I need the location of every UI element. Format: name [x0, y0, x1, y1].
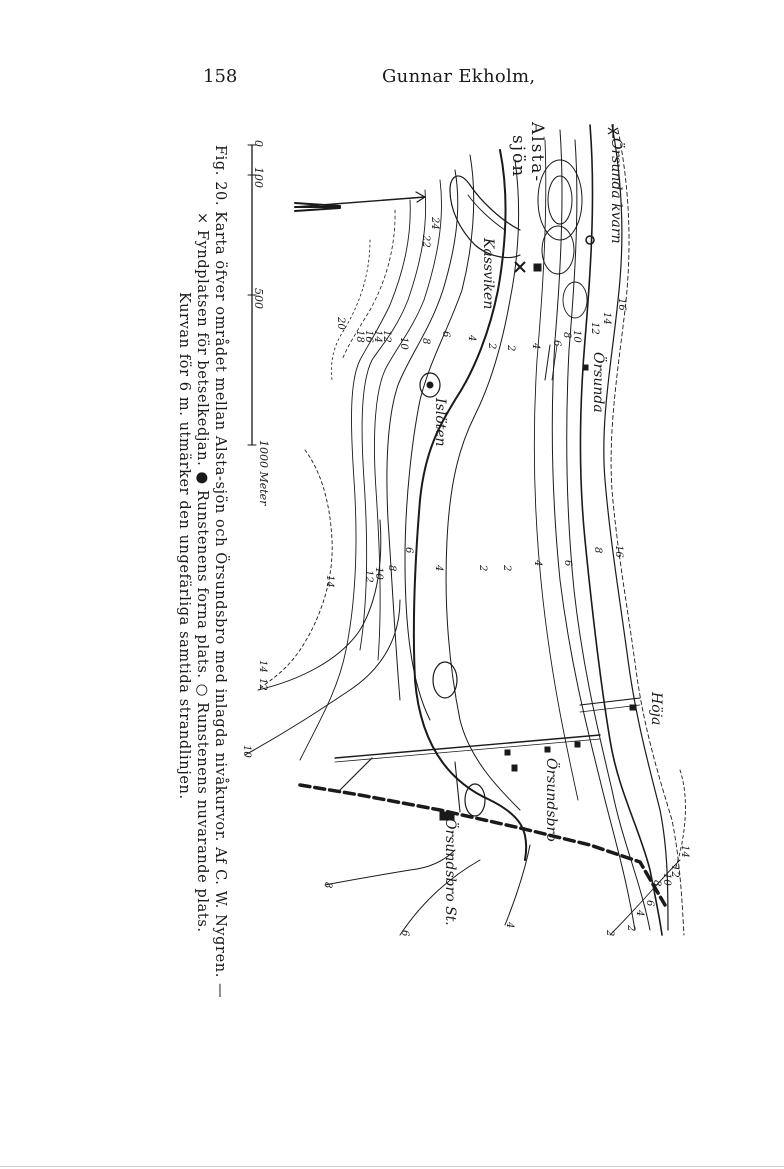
- contour-label-24: 24: [429, 217, 440, 230]
- hill-2: [548, 176, 572, 224]
- contour-label-14b: 14: [372, 330, 383, 343]
- river-bank-east: [604, 125, 668, 930]
- label-isloten: Islöten: [432, 398, 448, 447]
- hill-3: [542, 226, 574, 274]
- contour-label-6f: 6: [644, 900, 655, 907]
- north-arrow: [295, 197, 425, 207]
- contour-label-10b: 10: [398, 337, 409, 350]
- road-4: [580, 698, 640, 705]
- building-5: [575, 742, 580, 747]
- running-head: Gunnar Ekholm,: [382, 66, 536, 87]
- contour-label-8f: 8: [651, 880, 662, 887]
- contour-label-8d: 8: [386, 565, 397, 572]
- contour-label-14f: 14: [679, 845, 690, 858]
- caption-line-2: × Fyndplatsen för betselkedjan. ● Runstenens forna plats. ○ Runstenens nuvarande plats.: [194, 212, 210, 933]
- contour-label-8g: 8: [322, 882, 333, 889]
- label-orsunda: Örsunda: [590, 352, 606, 413]
- house-circle: [586, 236, 594, 244]
- contour-south-6: [400, 860, 480, 935]
- contour-label-4g: 4: [504, 922, 515, 929]
- contour-label-8b: 8: [420, 338, 431, 345]
- contour-label-10e: 10: [241, 745, 252, 758]
- contour-label-6a: 6: [551, 340, 562, 347]
- building-4: [545, 747, 550, 752]
- scale-label-100: 100: [252, 167, 265, 188]
- contour-label-4b: 4: [466, 335, 477, 342]
- contour-label-4f: 4: [634, 910, 645, 917]
- contour-label-2d: 2: [477, 565, 488, 572]
- building-3: [505, 750, 510, 755]
- label-kassviken: Kassviken: [480, 238, 496, 310]
- contour-label-18: 18: [354, 330, 365, 343]
- contour-lake-12: [300, 200, 410, 760]
- compass-star: [608, 124, 618, 138]
- road-1: [335, 735, 600, 758]
- contour-label-14d: 14: [324, 575, 335, 588]
- runestone-former-site: [534, 264, 541, 271]
- contour-label-16c: 16: [613, 545, 624, 558]
- contour-label-4d: 4: [433, 565, 444, 572]
- caption-line-1: Fig. 20. Karta öfver området mellan Alsta-sjön och Örsundsbro med inlagda nivåkurvor. Af C. W. Nygren. —: [212, 145, 228, 999]
- contour-label-12f: 12: [669, 865, 680, 878]
- contour-label-2c: 2: [501, 565, 512, 572]
- contour-label-6c: 6: [562, 560, 573, 567]
- contour-label-4a: 4: [530, 343, 541, 350]
- contour-lake-10-outer: [245, 600, 400, 755]
- contour-label-12d: 12: [363, 570, 374, 583]
- contour-label-10a: 10: [571, 330, 582, 343]
- scale-label-0: 0: [252, 140, 265, 147]
- contour-label-14a: 14: [601, 312, 612, 325]
- contour-label-6g: 6: [399, 930, 410, 937]
- building-6: [512, 765, 517, 771]
- contour-label-12b: 12: [381, 330, 392, 343]
- contour-label-6b: 6: [440, 331, 451, 338]
- contour-label-12a: 12: [589, 322, 600, 335]
- contour-south-8: [325, 850, 455, 885]
- contour-label-2f: 2: [625, 925, 636, 932]
- road-5: [545, 345, 550, 380]
- contour-label-20: 20: [335, 317, 346, 330]
- contour-label-16b: 16: [363, 330, 374, 343]
- bottom-rule: [0, 1166, 784, 1167]
- contour-label-10f: 10: [661, 873, 672, 886]
- scale-label-1000: 1000 Meter: [257, 440, 270, 506]
- contour-label-22: 22: [420, 235, 431, 248]
- building-2: [630, 705, 636, 710]
- road-3: [455, 762, 460, 812]
- contour-label-10d: 10: [373, 567, 384, 580]
- road-2: [340, 758, 372, 790]
- contour-label-14e: 14: [257, 660, 268, 673]
- contour-label-12e: 12: [257, 678, 268, 691]
- find-site-cross: [515, 262, 525, 272]
- contour-4: [552, 130, 635, 930]
- label-orsunda-kvarn: Örsunda kvarn: [608, 138, 624, 244]
- contour-label-2a: 2: [505, 345, 516, 352]
- building-1: [583, 365, 588, 370]
- contour-lake-20: [332, 240, 371, 380]
- contour-label-4c: 4: [532, 560, 543, 567]
- label-orsundsbro: Örsundsbro: [543, 758, 559, 842]
- contour-label-2b: 2: [486, 343, 497, 350]
- contour-label-6d: 6: [403, 547, 414, 554]
- caption-line-3: Kurvan för 6 m. utmärker den ungefärliga samtida strandlinjen.: [176, 292, 192, 800]
- island-station: [465, 784, 485, 816]
- runestone-current-site: [427, 382, 433, 388]
- hill-4: [563, 282, 587, 318]
- page-number: 158: [203, 66, 238, 87]
- label-alstasjon-2: sjön: [508, 135, 528, 179]
- contour-label-8a: 8: [561, 332, 572, 339]
- label-orsundsbro-st: Örsundsbro St.: [442, 818, 458, 926]
- contour-lake-12-outer: [258, 520, 381, 690]
- contour-label-8c: 8: [592, 547, 603, 554]
- contour-label-2g: 2: [604, 930, 615, 937]
- scale-label-500: 500: [252, 288, 265, 309]
- contour-label-16a: 16: [616, 298, 627, 311]
- label-hoja: Höja: [648, 692, 664, 726]
- railway: [300, 785, 665, 905]
- label-alstasjon-1: Alsta-: [527, 122, 547, 184]
